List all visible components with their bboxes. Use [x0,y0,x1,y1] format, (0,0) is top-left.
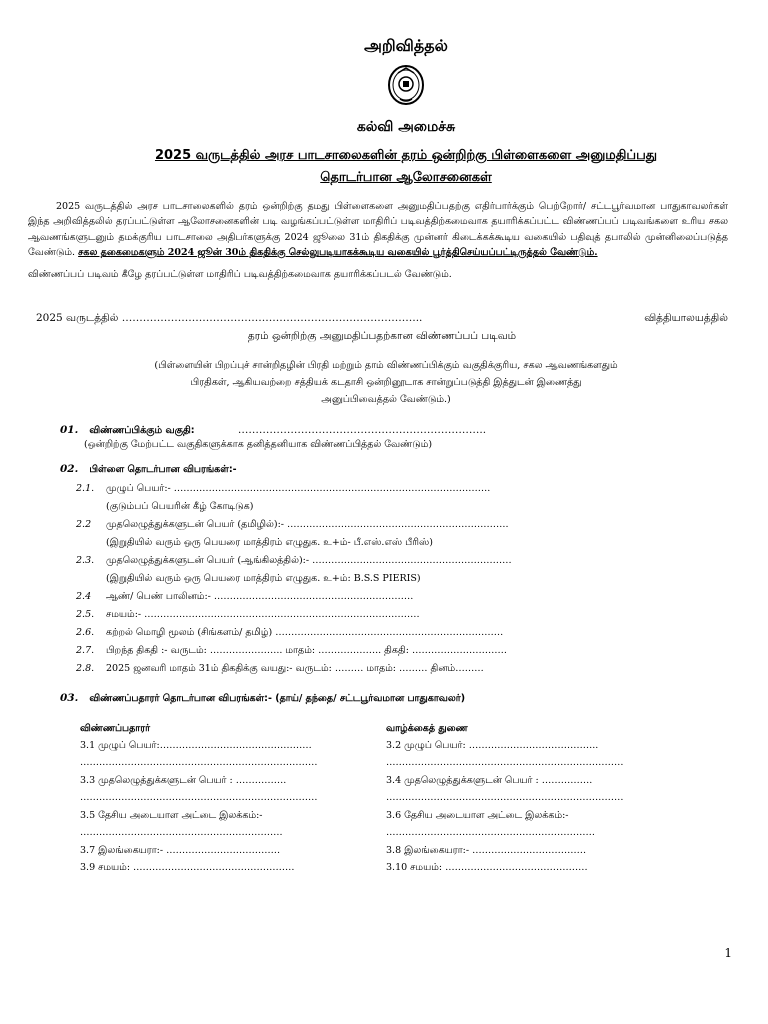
list-item [76,606,728,624]
item-text: முதலெழுத்துக்களுடன் பெயர் (ஆங்கிலத்தில்):- ……………………………………………………… [106,554,512,566]
list-item [76,624,728,642]
list-item-note [76,534,728,552]
applicant-field-row: ………………………………………………………………… [80,792,318,804]
form-header [36,309,728,345]
item-note: (இறுதியில் வரும் ஒரு பெயரை மாத்திரம் எழுதுக. உ+ம்: B.S.S PIERIS) [106,572,421,584]
list-item [76,516,728,534]
spouse-field-row: ………………………………………………………………… [386,757,624,769]
heading-line-2: தொடர்பான ஆலோசனைகள் [320,170,492,185]
instruction-line: பிரதிகள், ஆகியவற்றை சத்தியக் கடதாசி ஒன்றினூடாக சான்றுப்படுத்தி இத்துடன் இணைத்து [190,376,582,388]
intro-emphasis: சகல தகைமைகளும் 2024 ஜூன் 30ம் திகதிக்கு செல்லுபடியாகக்கூடிய வகையில் பூர்த்திசெய்யப்பட்டிருத்தல் வேண்டும். [78,247,598,259]
list-item-note [76,498,728,516]
spouse-field-row: 3.4 முதலெழுத்துக்களுடன் பெயர் : ……………. [386,774,593,786]
spouse-field-row: 3.8 இலங்கையரா:- ……………………………… [386,844,587,856]
applicant-field-row: 3.1 முழுப் பெயர்:………………………………………… [80,739,312,751]
child-details-list [76,480,728,678]
section-01-note: (ஒன்றிற்கு மேற்பட்ட வகுதிகளுக்காக தனித்தனியாக விண்ணப்பித்தல் வேண்டும்) [84,438,433,450]
section-01 [60,424,728,451]
instruction-line: அனுப்பிவைத்தல் வேண்டும்.) [321,393,451,405]
notice-heading [84,145,728,189]
form-title: தரம் ஒன்றிற்கு அனுமதிப்பதற்கான விண்ணப்பப் படிவம் [247,329,517,342]
form-header-school-suffix: வித்தியாலயத்தில் [644,311,728,324]
section-number: 03. [60,691,79,704]
heading-line-1: 2025 வருடத்தில் அரச பாடசாலைகளின் தரம் ஒன்றிற்கு பிள்ளைகளை அனுமதிப்பது [154,148,658,163]
applicant-field-row: ………………………………………………………………… [80,757,318,769]
section-label: விண்ணப்பிக்கும் வகுதி: [89,424,195,436]
spouse-column [386,723,688,877]
list-item [76,552,728,570]
item-note: (குடும்பப் பெயரின் கீழ் கோடிடுக) [106,500,254,512]
intro-text: 2025 வருடத்தில் அரச பாடசாலைகளில் தரம் ஒன்றிற்கு தமது பிள்ளைகளை அனுமதிப்பதற்கு எதிர்பார்க்கும் பெற்றோர்/ சட்டபூர்வமான பாதுகாவலர்கள் இந்த அறிவித்தலில் தரப்பட்டுள்ள ஆலோசனைகளின் படி வழங்கப்பட்டுள்ள மாதிரிப் படிவத்திற்கமைவாக தயாரிக்கப்பட்ட விண்ணப்பப் படிவங்களை உரிய சகல ஆவணங்களுடனும் தமக்குரிய பாடசாலை அதிபர்களுக்கு 2024 ஜூலை 31ம் திகதிக்கு முன்னர் கிடைக்கக்கூடிய வகையில் பதிவுத் தபாலில் முன்னிலைப்படுத்த வேண்டும். [28,201,728,259]
spouse-heading: வாழ்க்கைத் துணை [386,722,468,734]
applicant-heading: விண்ணப்பதாரர் [80,722,151,734]
applicant-column [80,723,382,877]
list-item [76,480,728,498]
list-item [76,642,728,660]
section-label: விண்ணப்பதாரர் தொடர்பான விபரங்கள்:- (தாய்/ தந்தை/ சட்டபூர்வமான பாதுகாவலர்) [89,692,466,704]
item-number: 2.7. [76,644,95,656]
spouse-field-row: ………………………………………………………… [386,827,595,839]
form-note: விண்ணப்பப் படிவம் கீழே தரப்பட்டுள்ள மாதிரிப் படிவத்திற்கமைவாக தயாரிக்கப்படல் வேண்டும். [28,268,452,280]
spouse-field-row: ………………………………………………………………… [386,792,624,804]
applicant-field-row: 3.7 இலங்கையரா:- ……………………………… [80,844,281,856]
applicant-field-row: 3.9 சமயம்: …………………………………………… [80,862,295,874]
item-number: 2.4 [76,590,92,602]
applicant-field-row: ………………………………………………………. [80,827,283,839]
list-item-note [76,570,728,588]
instruction-line: (பிள்ளையின் பிறப்புச் சான்றிதழின் பிரதி மற்றும் தாம் விண்ணப்பிக்கும் வகுதிக்குரிய, சகல ஆவணங்களதும் [154,359,618,371]
item-text: கற்றல் மொழி மூலம் (சிங்களம்/ தமிழ்) ……………………………………………………………… [106,626,504,638]
section-02 [60,463,728,678]
section-label: பிள்ளை தொடர்பான விபரங்கள்:- [89,463,237,475]
spouse-field-row: 3.6 தேசிய அடையாள அட்டை இலக்கம்:- [386,809,569,821]
item-number: 2.8. [76,662,95,674]
item-number: 2.3. [76,554,95,566]
item-text: ஆண்/ பெண் பாலினம்:- ……………………………………………………… [106,590,414,602]
item-text: முழுப் பெயர்:- ………………………………………………………………………………………. [106,482,491,494]
emblem-container [84,63,728,107]
applicant-columns [80,723,728,877]
section-number: 01. [60,423,79,436]
page-number: 1 [724,946,732,960]
item-text: சமயம்:- …………………………………………………………………………… [106,608,420,620]
form-instructions [44,357,728,408]
list-item [76,660,728,678]
item-note: (இறுதியில் வரும் ஒரு பெயரை மாத்திரம் எழுதுக. உ+ம்- பீ.எஸ்.எஸ் பீரிஸ்) [106,536,433,548]
spouse-field-row: 3.2 முழுப் பெயர்: ………………………………….. [386,739,599,751]
item-number: 2.1. [76,482,95,494]
item-number: 2.2 [76,518,92,530]
list-item [76,588,728,606]
item-text: முதலெழுத்துக்களுடன் பெயர் (தமிழில்):- ……………………………………………………………. [106,518,509,530]
item-number: 2.5. [76,608,95,620]
government-emblem-icon [386,63,426,107]
item-number: 2.6. [76,626,95,638]
applicant-field-row: 3.5 தேசிய அடையாள அட்டை இலக்கம்:- [80,809,263,821]
form-header-school-line: 2025 வருடத்தில் ………………………………………………………………………….. [36,311,423,324]
section-03 [60,692,728,705]
intro-paragraph [28,199,728,261]
applicant-field-row: 3.3 முதலெழுத்துக்களுடன் பெயர் : ……………. [80,774,287,786]
notice-title: அறிவித்தல் [364,36,448,55]
item-text: பிறந்த திகதி :- வருடம்: ………………….. மாதம்: ……………….. திகதி: ………………………… [106,644,507,656]
section-dots: …………………………………………………………….. [237,423,487,436]
spouse-field-row: 3.10 சமயம்: ……………………………………… [386,862,588,874]
item-text: 2025 ஜனவரி மாதம் 31ம் திகதிக்கு வயது:- வருடம்: ……… மாதம்: ……… தினம்……… [106,662,484,674]
section-number: 02. [60,462,79,475]
ministry-name: கல்வி அமைச்சு [356,119,456,135]
